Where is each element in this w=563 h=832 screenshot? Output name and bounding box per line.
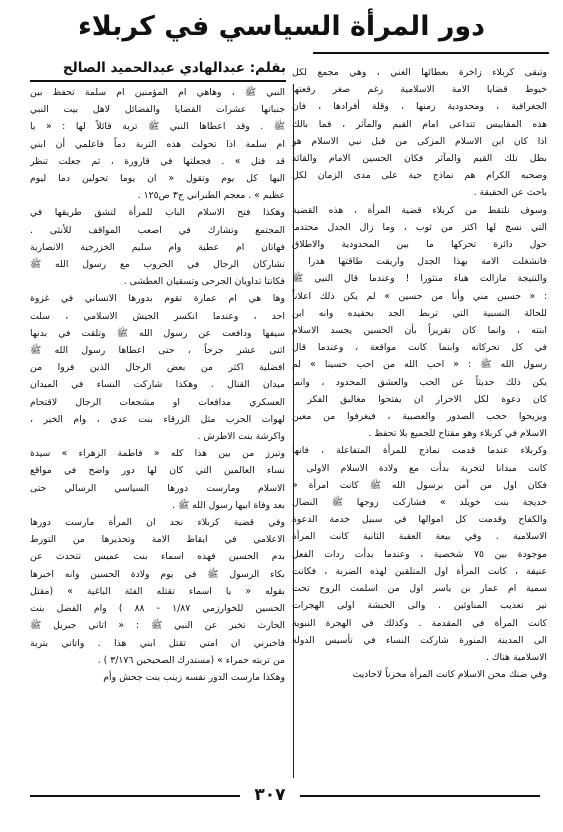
text-line: وفي ضنك محن الاسلام كانت المرأة مخزناً لاحاديث bbox=[352, 669, 547, 681]
page-number: ٣٠٧ bbox=[254, 785, 286, 805]
text-line: فانشغلت الامة بهذا الجدل واريقت طاقتها هدرا ، bbox=[292, 256, 547, 268]
text-line: النبي ﷺ ، وهاهي ام المؤمنين ام سلمة تحفظ بين bbox=[30, 87, 285, 98]
paragraph bbox=[30, 514, 285, 669]
text-line: خيوط قضايا الامة الاسلامية رغم صغر رقعتها bbox=[292, 84, 547, 96]
text-line: وصحبه الكرام هم نماذج حية على مدى الزمان لكل bbox=[292, 170, 547, 182]
text-line: التي نسج لها اكثر من ثوب ، وما زال الجدل محتدما bbox=[292, 221, 547, 233]
paragraph bbox=[30, 204, 285, 290]
text-line: كان دعوة لكل الاحرار ان يفتحوا مغاليق الفكر ، bbox=[292, 393, 547, 405]
footer-rule-right bbox=[300, 795, 540, 797]
column-divider bbox=[293, 84, 294, 778]
text-line: سمية ام عمار بن ياسر اول من اسلمت الروح تحت bbox=[292, 583, 547, 595]
paragraph bbox=[292, 202, 547, 443]
text-line: كانت مبدانا لتجربة بدأت مع ولادة الاسلام الاولى ، bbox=[292, 462, 547, 474]
text-line: وتبقى كربلاء زاخرة بعطائها الغني ، وهي مجمع لكل bbox=[292, 67, 547, 78]
text-line: فاخبرني ان امتي تقتل ابني هذا . واتاني بتربة bbox=[30, 637, 285, 649]
text-line: والنتيجة مازالت هباء منثورا ! وعندما قال النبي ﷺ bbox=[292, 273, 547, 285]
text-line: ويزيحوا حجب الصدور والعصبية ، فيغرفوا من معين bbox=[292, 411, 547, 423]
paragraph bbox=[30, 290, 285, 445]
text-line: عظيم » . معجم الطبراني ج٣ ص١٢٥ . bbox=[137, 190, 285, 202]
text-line: الحارث تخبر عن النبي ﷺ : « اتاني جبريل ﷺ bbox=[30, 620, 285, 632]
text-line: افضلية اكثر من بعض الرجال الذين فروا من bbox=[30, 362, 285, 374]
paragraph bbox=[30, 445, 285, 514]
text-line: نير تعذيب المناوئين . والى الحبشة اولى الهجرات bbox=[292, 600, 547, 612]
text-line: وها هي ام عمارة تقوم بدورها الانساني في غزوة bbox=[30, 293, 285, 305]
text-line: ابنته ، وانما كان تقريراً بأن الحسين يجسد الاسلام bbox=[292, 325, 547, 337]
right-text-column bbox=[292, 64, 547, 778]
text-line: ميدان القتال . وهكذا شاركت النساء في الميدان bbox=[30, 379, 285, 391]
footer-rule-left bbox=[30, 795, 240, 797]
text-line: والكفاح وقدمت كل اموالها في سبيل خدمة الدعوة bbox=[292, 514, 547, 526]
text-line: تشاركان الرجال في الحروب مع رسول الله ﷺ bbox=[30, 259, 285, 271]
text-line: فكانتا تداويان الجرحى وتسقيان العطشى . bbox=[123, 276, 285, 288]
article-title: دور المرأة السياسي في كربلاء bbox=[77, 11, 486, 42]
text-line: الحسين للخوارزمي ١/٨٧ - ٨٨ ) وام الفضل بنت bbox=[30, 603, 285, 615]
text-line: جنباتها عشرات القضايا والفضائل لاهل بيت النبي bbox=[30, 104, 285, 116]
text-line: : « حسين مني وأنا من حسين » لم يكن ذلك اعلاناً bbox=[292, 290, 547, 302]
text-line: وكربلاء عندما قدمت نماذج للمرأة المتفاعلة ، فانها bbox=[292, 445, 547, 457]
text-line: وسوف نلتقط من كربلاء قضية المرأة ، هذه القضية bbox=[292, 204, 547, 216]
text-line: الى المدينة المنورة شاركت النساء في تأسيس الدولة bbox=[292, 634, 547, 646]
paragraph bbox=[30, 669, 285, 686]
text-line: عنيفة ، كانت المرأة اول المتلقين لهذه الضربة ، فكانت bbox=[292, 565, 547, 577]
text-line: العسكري مدافعات او مشجعات الرجال لاقتحام bbox=[30, 396, 285, 408]
text-line: ام سلمة اذا تحولت هذه التربة دماً فاعلمي أن ابني bbox=[30, 138, 285, 150]
text-line: بطل تلك القيم والمآثر فكان الحسين الامام والقائد bbox=[292, 153, 547, 165]
text-line: ﷺ . وقد اعطاها النبي ﷺ تربة قائلاً لها : « يا bbox=[30, 121, 285, 133]
text-line: اثنى عشر جرحاً ، حتى اعطاها رسول الله ﷺ bbox=[30, 345, 285, 357]
text-line: احد ، وعندما انكسر الجيش الاسلامي ، سلت bbox=[30, 310, 285, 322]
text-line: وهكذا فتح الاسلام الباب للمرأة لتشق طريقها في bbox=[30, 207, 285, 219]
text-line: الاسلام في كربلاء وهو مفتاح للجميع بلا تحفظ . bbox=[368, 428, 547, 440]
text-line: باحث عن الحقيقة . bbox=[473, 187, 547, 199]
paragraph bbox=[292, 64, 547, 202]
text-line: بعد وفاة ابيها رسول الله ﷺ . bbox=[172, 499, 285, 511]
text-line: بقوله « يا اسماء تقتله الفئة الباغية » (مقتل bbox=[30, 585, 285, 597]
text-line: الاسلامية هناك . bbox=[485, 651, 547, 663]
paragraph bbox=[292, 442, 547, 666]
text-line: للحالة النسبية التي تربط الجد بحفيده وانه ابن bbox=[292, 307, 547, 319]
text-line: بدم الحسين فهذه اسماء بنت عميس تتحدث عن bbox=[30, 551, 285, 563]
text-line: لهوات الحرب مثل الزرقاء بنت عدي ، وام الخير ، bbox=[30, 413, 285, 425]
text-line: الاسلامية . وفي بيعة العقبة الثانية كانت المرأة bbox=[292, 531, 547, 543]
text-line: فكان اول من آمن برسول الله ﷺ كانت امرأة « bbox=[292, 479, 547, 491]
text-line: المجتمع وتشارك في اصعب المواقف للأنثى . bbox=[30, 224, 285, 236]
text-line: الاسلام ومارست دورها السياسي الرسالي حتى bbox=[30, 482, 285, 494]
text-line: قد قتل » . فجعلتها في قارورة ، ثم جعلت تنظر bbox=[30, 155, 285, 167]
text-line: يكن ذلك حديثاً عن الحب والعشق المحدود ، وانما bbox=[292, 376, 547, 388]
text-line: حول دائرة تحركها ما بين المحدودية والاطلاق bbox=[292, 239, 547, 251]
text-line: من تربته حمراء » (مستدرك الصحيحين ٣/١٧٦ ) . bbox=[97, 654, 285, 666]
article-byline: بقلم: عبدالهادي عبدالحميد الصالح bbox=[30, 58, 286, 82]
text-line: وهكذا مارست الدور نفسه زينب بنت جحش وأم bbox=[103, 671, 285, 683]
text-line: موجودة بين ٧٥ شخصية ، وعندما بدأت ردات الفعل bbox=[292, 548, 547, 560]
left-text-column bbox=[30, 84, 285, 778]
paragraph bbox=[30, 84, 285, 204]
text-line: كانت المرأة في المقدمة . وكذلك في الهجرة النبوية bbox=[292, 617, 547, 629]
text-line: اليها كل يوم وتقول « ان يوما تحولين دما ليوم bbox=[30, 173, 285, 185]
text-line: نساء العالمين التي كان لها دور واضح في مواقع bbox=[30, 465, 285, 477]
text-line: واكرشة بنت الاطرش . bbox=[197, 431, 285, 443]
text-line: الجغرافية ، ومحدودية زمنها ، وقلة أفرادها ، فان bbox=[292, 101, 547, 113]
text-line: وتبرز من بين هذا كله « فاطمة الزهراء » سيدة bbox=[30, 448, 285, 460]
text-line: بكاء الرسول ﷺ في يوم ولادة الحسين وانه اخبرها bbox=[30, 568, 285, 580]
text-line: فهاتان ام عطية وام سليم الخزرجية الانصارية bbox=[30, 241, 285, 253]
text-line: اذا كان ابن الاسلام المزكى من قبل نبي الاسلام هو bbox=[292, 135, 547, 147]
text-line: هذه المقاييس تتداعى امام القيم والمآثر ، فما بالك bbox=[292, 118, 547, 130]
text-line: الاعلامي في ايقاظ الامة وتحذيرها من التورط bbox=[30, 534, 285, 546]
title-underline bbox=[313, 52, 549, 54]
text-line: رسول الله ﷺ : « احب الله من احب حسينا » لم bbox=[292, 359, 547, 371]
text-line: في كل تحركاته وابنما كانت مواقعة ، وعندما قال bbox=[292, 342, 547, 354]
paragraph bbox=[292, 666, 547, 683]
text-line: خديجة بنت خويلد » فشاركت زوجها ﷺ النضال bbox=[292, 497, 547, 509]
text-line: سيفها ودافعت عن رسول الله ﷺ وتلقت في بدنها bbox=[30, 327, 285, 339]
text-line: وفي قضية كربلاء نجد ان المرأة مارست دورها bbox=[30, 517, 285, 529]
